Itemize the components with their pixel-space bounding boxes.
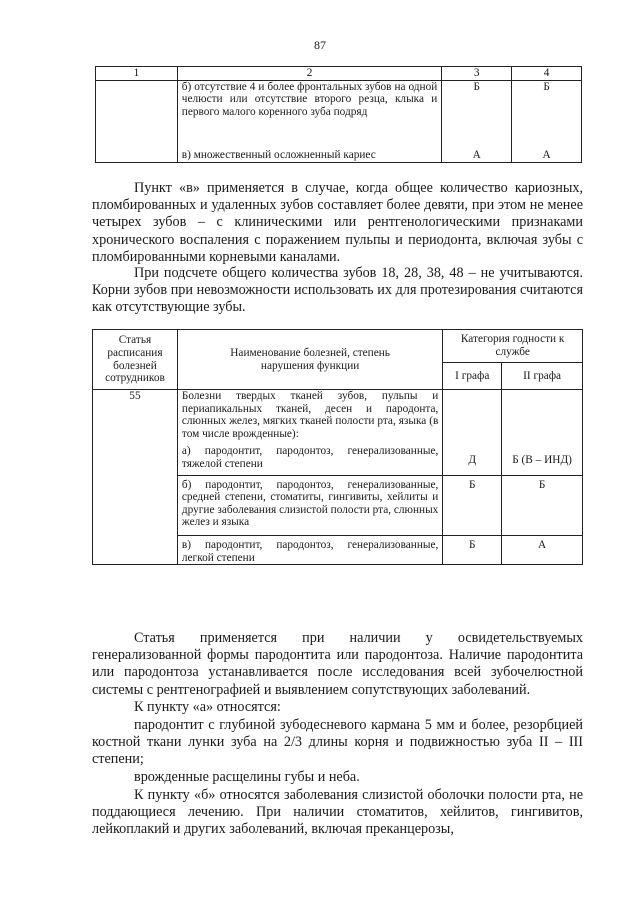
row-text: в) пародонтит, пародонтоз, генерализованные, легкой степени bbox=[177, 535, 442, 564]
paragraph: При подсчете общего количества зубов 18, 28, 38, 48 – не учитываются. Корни зубов при невозможности использовать их для протезирования считаются как отсутствующие зубы. bbox=[92, 265, 583, 316]
header-grade-2: II графа bbox=[502, 363, 583, 390]
paragraph: Пункт «в» применяется в случае, когда общее количество кариозных, пломбированных и удаленных зубов составляет более девяти, при этом не менее четырех зубов – с клиническими или рентгенологическими признаками хронического воспаления с поражением пульпы и периодонта, включая зубы с пломбированными корневыми каналами. bbox=[92, 180, 583, 265]
empty-cell bbox=[96, 80, 178, 162]
table-continued bbox=[95, 66, 582, 163]
row-text: б) отсутствие 4 и более фронтальных зубов на одной челюсти или отсутствие второго резца, клыка и первого малого коренного зуба подряд bbox=[177, 80, 441, 144]
header-name: Наименование болезней, степень нарушения функции bbox=[177, 330, 442, 390]
row-grade-2: А bbox=[502, 535, 583, 564]
paragraph: врожденные расщелины губы и неба. bbox=[134, 769, 360, 785]
row-grade-1: Б bbox=[442, 80, 512, 144]
disease-table bbox=[92, 329, 583, 565]
row-grade-1: Д bbox=[443, 445, 502, 475]
header-col-2: 2 bbox=[177, 67, 441, 81]
table-row bbox=[96, 80, 582, 144]
paragraph: К пункту «а» относятся: bbox=[134, 699, 281, 715]
row-text: а) пародонтит, пародонтоз, генерализованные, тяжелой степени bbox=[177, 445, 442, 475]
row-text: в) множественный осложненный кариес bbox=[177, 144, 441, 162]
header-col-1: 1 bbox=[96, 67, 178, 81]
page-number: 87 bbox=[314, 38, 326, 52]
header-col-4: 4 bbox=[512, 67, 582, 81]
paragraph: К пункту «б» относятся заболевания слизистой оболочки полости рта, не поддающиеся лечению. При наличии стоматитов, хейлитов, гингивитов, лейкоплакий и других заболеваний, включая преканцерозы, bbox=[92, 787, 583, 838]
intro-text: Болезни твердых тканей зубов, пульпы и периапикальных тканей, десен и пародонта, слюнных желез, мягких тканей полости рта, языка (в том числе врожденные): bbox=[177, 390, 442, 446]
empty-cell bbox=[502, 390, 583, 446]
empty-cell bbox=[443, 390, 502, 446]
paragraph: Статья применяется при наличии у освидетельствуемых генерализованной формы пародонтита или пародонтоза. Наличие пародонтита или пародонтоза устанавливается после исследования всей зубочелюстной системы с рентгенографией и выявлением сопутствующих заболеваний. bbox=[92, 630, 583, 698]
article-number: 55 bbox=[93, 390, 178, 565]
table-header-row bbox=[93, 330, 583, 363]
row-grade-2: Б bbox=[512, 80, 582, 144]
row-grade-1: Б bbox=[443, 535, 502, 564]
header-article: Статья расписания болезней сотрудников bbox=[93, 330, 178, 390]
row-grade-1: А bbox=[442, 144, 512, 162]
row-grade-2: А bbox=[512, 144, 582, 162]
table-header-row bbox=[96, 67, 582, 81]
row-text: б) пародонтит, пародонтоз, генерализованные, средней степени, стоматиты, гингивиты, хейлиты и другие заболевания слизистой полости рта, слюнных желез и языка bbox=[177, 475, 442, 535]
table-row bbox=[93, 390, 583, 446]
header-category: Категория годности к службе bbox=[443, 330, 583, 363]
row-grade-2: Б bbox=[502, 475, 583, 535]
row-grade-1: Б bbox=[443, 475, 502, 535]
header-grade-1: I графа bbox=[443, 363, 502, 390]
header-col-3: 3 bbox=[442, 67, 512, 81]
paragraph: пародонтит с глубиной зубодесневого кармана 5 мм и более, резорбцией костной ткани лунки зуба на 2/3 длины корня и подвижностью зуба II – III степени; bbox=[92, 717, 583, 768]
row-grade-2: Б (В – ИНД) bbox=[502, 445, 583, 475]
